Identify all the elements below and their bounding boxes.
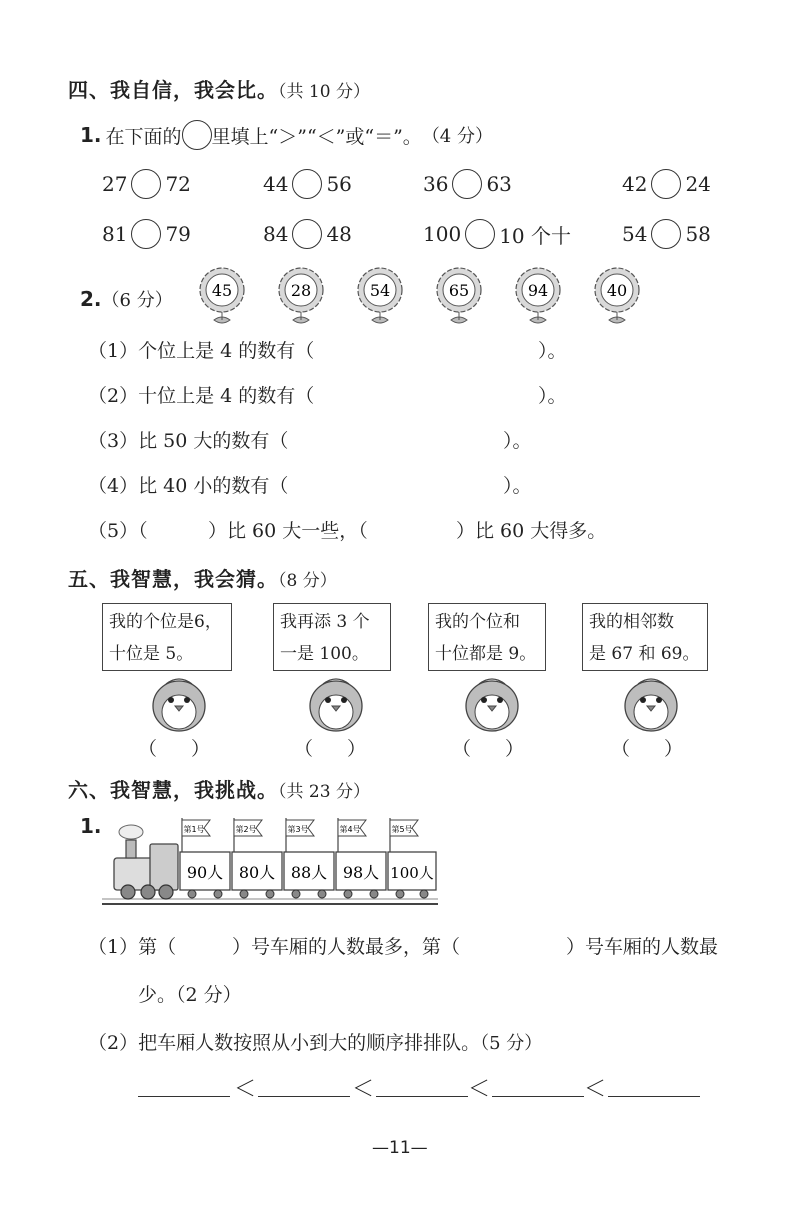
q1-intro-a: 在下面的 xyxy=(105,125,182,148)
car-count: 98人 xyxy=(342,863,380,882)
car-flag: 第4号 xyxy=(339,825,361,834)
train-car xyxy=(180,818,230,898)
answer-paren[interactable] xyxy=(611,734,683,761)
compare-left: 84 xyxy=(263,222,289,246)
section-5-heading: 五、我智慧，我会猜。 xyxy=(68,567,278,591)
bird-icon xyxy=(303,672,369,734)
compare-item xyxy=(263,169,352,199)
section-5-points: （8 分） xyxy=(278,571,337,591)
clue-line: 我的个位和 xyxy=(435,612,520,632)
clue-line: 十位都是 9。 xyxy=(435,644,537,664)
less-than-sign: ＜ xyxy=(584,1077,607,1102)
clue-box xyxy=(428,603,546,671)
paren-close: ） xyxy=(347,738,367,760)
clue-line: 我的相邻数 xyxy=(589,612,674,632)
section-4-title xyxy=(68,74,370,103)
compare-right: 79 xyxy=(165,222,191,246)
flower-number: 28 xyxy=(290,281,312,300)
number-flower xyxy=(354,266,406,328)
compare-right: 58 xyxy=(685,222,711,246)
paren-open: （ xyxy=(138,738,158,760)
clue-box xyxy=(273,603,391,671)
number-flower xyxy=(196,266,248,328)
train-car xyxy=(232,818,282,898)
s6-sub1-b: ）号车厢的人数最多，第（ xyxy=(232,936,461,958)
s6-sub1-a: （1）第（ xyxy=(88,936,177,958)
question-number: 1. xyxy=(80,123,102,147)
q2-sub2-close: ）。 xyxy=(538,385,567,407)
compare-left: 81 xyxy=(102,222,128,246)
compare-item xyxy=(423,169,512,199)
clue-line: 十位是 5。 xyxy=(109,644,194,664)
compare-right: 56 xyxy=(326,172,352,196)
compare-left: 54 xyxy=(622,222,648,246)
compare-circle[interactable] xyxy=(452,169,482,199)
less-than-sign: ＜ xyxy=(234,1077,257,1102)
s6-sub2-points: （5 分） xyxy=(480,1033,543,1054)
flower-number: 45 xyxy=(211,281,233,300)
compare-circle[interactable] xyxy=(131,169,161,199)
s6-sub2 xyxy=(88,1028,542,1055)
clue-box xyxy=(582,603,708,671)
number-flower xyxy=(591,266,643,328)
section-4-points: （共 10 分） xyxy=(278,82,370,102)
q2-sub1-close: ）。 xyxy=(538,340,567,362)
car-flag: 第2号 xyxy=(235,825,257,834)
less-than-sign: ＜ xyxy=(468,1077,491,1102)
q2-sub3-label: （3）比 50 大的数有（ xyxy=(88,430,289,452)
compare-circle[interactable] xyxy=(651,169,681,199)
flower-number: 54 xyxy=(369,281,391,300)
number-flower xyxy=(512,266,564,328)
compare-left: 27 xyxy=(102,172,128,196)
s6-sub1-c: ）号车厢的人数最 xyxy=(566,936,719,958)
q1-intro-b: 里填上“＞”“＜”或“＝”。 xyxy=(211,125,422,148)
clue-line: 我的个位是6， xyxy=(109,612,222,632)
s6-sub1-d: 少。（2 分） xyxy=(138,984,242,1006)
car-count: 80人 xyxy=(238,863,276,882)
answer-paren[interactable] xyxy=(294,734,366,761)
clue-line: 我再添 3 个 xyxy=(280,612,370,632)
flower-number: 65 xyxy=(448,281,470,300)
car-count: 88人 xyxy=(290,863,328,882)
q2-header xyxy=(80,286,173,312)
less-than-sign: ＜ xyxy=(352,1077,375,1102)
q1-points: （4 分） xyxy=(421,126,493,147)
train-car xyxy=(336,818,386,898)
compare-item xyxy=(102,169,191,199)
compare-right: 63 xyxy=(486,172,512,196)
q2-sub5-b: ）比 60 大一些，（ xyxy=(208,520,368,542)
compare-right: 10 个十 xyxy=(499,223,571,248)
answer-paren[interactable] xyxy=(452,734,524,761)
section-4-heading: 四、我自信，我会比。 xyxy=(68,78,278,102)
q2-sub5-a: （5）（ xyxy=(88,520,148,542)
q2-sub2-label: （2）十位上是 4 的数有（ xyxy=(88,385,315,407)
car-flag: 第3号 xyxy=(287,825,309,834)
number-flower xyxy=(433,266,485,328)
compare-circle[interactable] xyxy=(292,169,322,199)
compare-item xyxy=(102,219,191,249)
car-flag: 第5号 xyxy=(391,825,413,834)
section-6-heading: 六、我智慧，我挑战。 xyxy=(68,778,278,802)
q2-sub2 xyxy=(88,381,314,408)
clue-box xyxy=(102,603,232,671)
compare-circle[interactable] xyxy=(292,219,322,249)
train-car xyxy=(284,818,334,898)
paren-close: ） xyxy=(505,738,525,760)
bird-icon xyxy=(146,672,212,734)
question-number: 2. xyxy=(80,287,102,311)
circle-blank-icon xyxy=(182,120,212,150)
q2-points: （6 分） xyxy=(101,290,173,311)
flower-number: 94 xyxy=(527,281,549,300)
compare-circle[interactable] xyxy=(651,219,681,249)
compare-item xyxy=(423,219,571,249)
page-number: —11— xyxy=(372,1138,428,1158)
compare-left: 44 xyxy=(263,172,289,196)
bird-icon xyxy=(459,672,525,734)
flower-number: 40 xyxy=(606,281,628,300)
order-blank[interactable] xyxy=(376,1096,468,1097)
q2-sub5-c: ）比 60 大得多。 xyxy=(456,520,607,542)
order-blank[interactable] xyxy=(492,1096,584,1097)
compare-item xyxy=(622,169,711,199)
clue-line: 是 67 和 69。 xyxy=(589,644,700,664)
paren-close: ） xyxy=(191,738,211,760)
paren-open: （ xyxy=(611,738,631,760)
answer-paren[interactable] xyxy=(138,734,210,761)
compare-item xyxy=(622,219,711,249)
q2-sub4-label: （4）比 40 小的数有（ xyxy=(88,475,289,497)
car-count: 90人 xyxy=(186,863,224,882)
paren-open: （ xyxy=(452,738,472,760)
section-6-points: （共 23 分） xyxy=(278,782,370,802)
train-illustration xyxy=(100,818,440,910)
locomotive-icon xyxy=(114,825,178,899)
compare-right: 24 xyxy=(685,172,711,196)
q2-sub1 xyxy=(88,336,314,363)
q2-sub4-close: ）。 xyxy=(503,475,532,497)
bird-icon xyxy=(618,672,684,734)
compare-left: 42 xyxy=(622,172,648,196)
order-blank[interactable] xyxy=(258,1096,350,1097)
compare-left: 100 xyxy=(423,222,462,246)
car-count: 100人 xyxy=(390,864,434,882)
section-5-title xyxy=(68,563,337,592)
order-blank[interactable] xyxy=(608,1096,700,1097)
number-flower xyxy=(275,266,327,328)
section-6-title xyxy=(68,774,370,803)
compare-right: 48 xyxy=(326,222,352,246)
order-blank[interactable] xyxy=(138,1096,230,1097)
compare-circle[interactable] xyxy=(465,219,495,249)
paren-close: ） xyxy=(664,738,684,760)
s6-sub2-text: （2）把车厢人数按照从小到大的顺序排排队。 xyxy=(88,1032,481,1054)
q2-sub3-close: ）。 xyxy=(503,430,532,452)
compare-left: 36 xyxy=(423,172,449,196)
compare-circle[interactable] xyxy=(131,219,161,249)
q2-sub1-label: （1）个位上是 4 的数有（ xyxy=(88,340,315,362)
q2-sub4 xyxy=(88,471,288,498)
q2-sub3 xyxy=(88,426,288,453)
compare-item xyxy=(263,219,352,249)
q1-instruction xyxy=(80,120,493,150)
car-flag: 第1号 xyxy=(183,825,205,834)
paren-open: （ xyxy=(294,738,314,760)
compare-right: 72 xyxy=(165,172,191,196)
clue-line: 一是 100。 xyxy=(280,644,369,664)
train-car xyxy=(388,818,436,898)
question-number: 1. xyxy=(80,814,102,838)
